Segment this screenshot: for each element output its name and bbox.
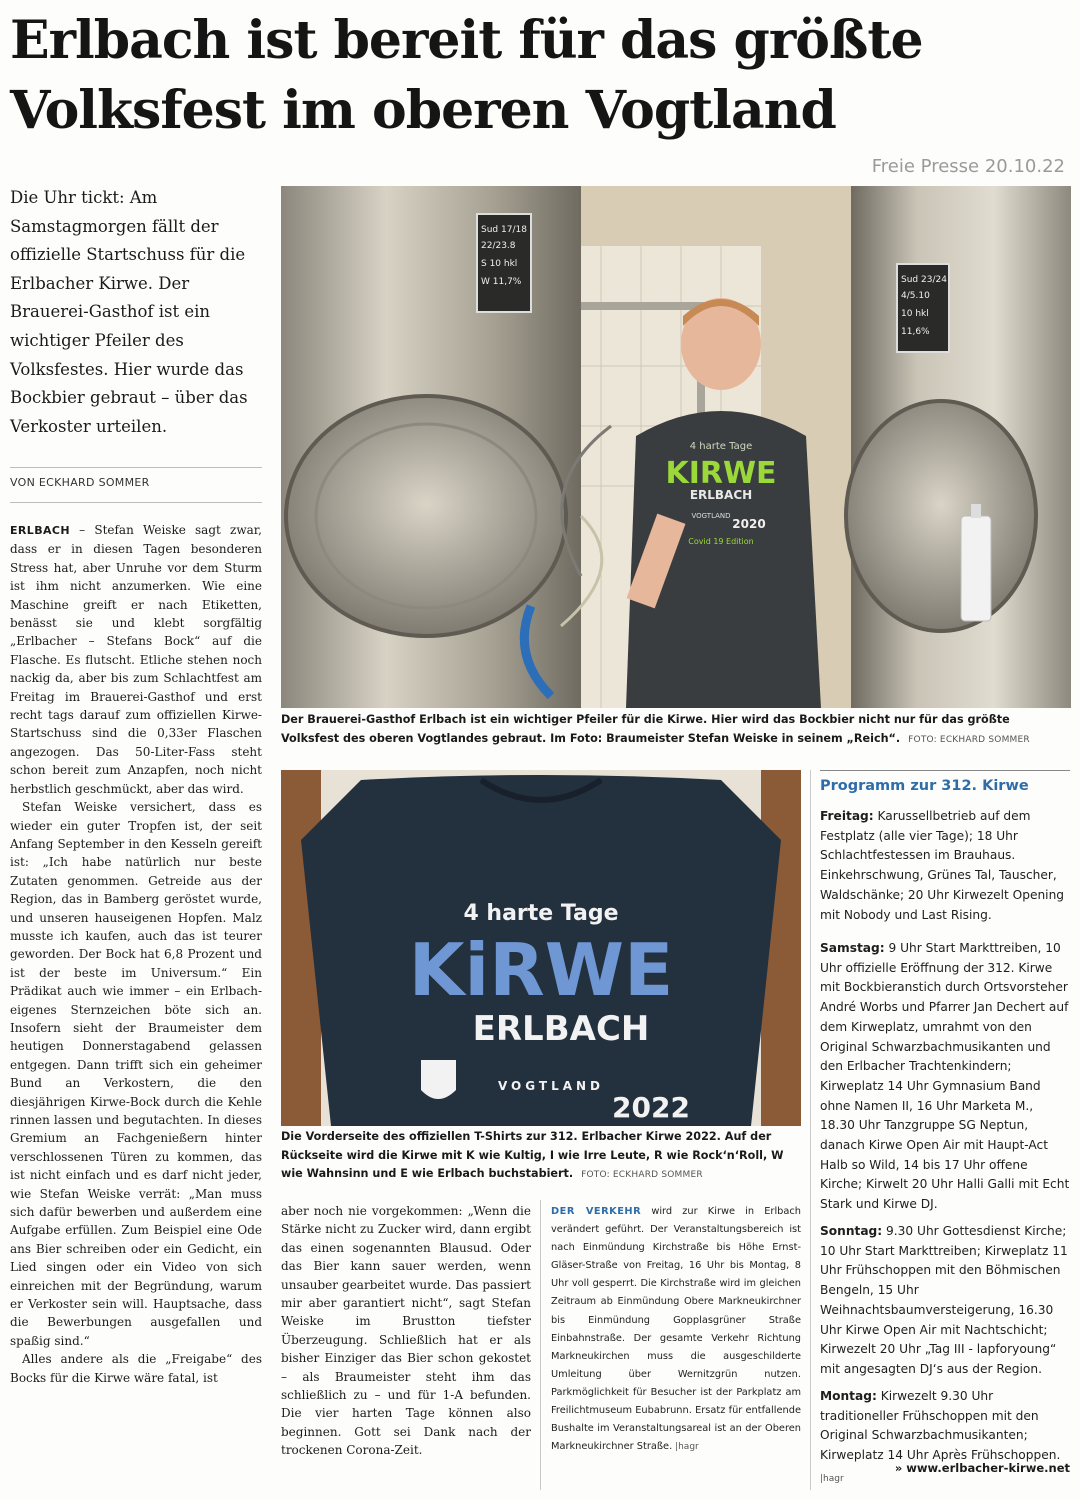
coat-of-arms-icon [421,1060,456,1099]
program-day [820,939,1070,1215]
tank-label-line: Sud 17/18 [481,225,527,235]
tshirt-photo [281,770,801,1126]
photo-credit: FOTO: ECKHARD SOMMER [908,734,1030,745]
photo-credit: FOTO: ECKHARD SOMMER [581,1170,703,1180]
program-day-name: Samstag: [820,941,885,955]
tank-label-line: Sud 23/24 [901,275,947,285]
program-day-text: Karussellbetrieb auf dem Festplatz (alle vier Tage); 18 Uhr Schlachtfestessen im Brauhaus. Einkehrschwung, Grünes Tal, Tauscher, Waldschänke; 20 Uhr Kirwezelt Opening mit Nobody und Last Rising. [820,809,1065,922]
article-column-2 [281,1202,531,1460]
dateline: ERLBACH [10,524,70,537]
source-stamp: Freie Presse 20.10.22 [871,156,1065,177]
byline: VON ECKHARD SOMMER [10,476,150,489]
caption-text: Der Brauerei-Gasthof Erlbach ist ein wichtiger Pfeiler für die Kirwe. Hier wird das Bockbier nicht nur für das größte Volksfest des oberen Vogtlandes gebraut. Im Foto: Braumeister Stefan Weiske in seinem „Reich“. [281,713,1010,745]
paragraph [10,521,262,798]
divider [820,770,1070,771]
program-day-name: Sonntag: [820,1224,883,1238]
program-day-name: Montag: [820,1389,877,1403]
program-day-text: 9 Uhr Start Markttreiben, 10 Uhr offizielle Eröffnung der 312. Kirwe mit Bockbieranstich durch Ortsvorsteher André Worbs und Pfarrer Jan Dechert auf dem Kirweplatz, umrahmt von den Original Schwarzbachmusikanten und den Erlbacher Trachtenkindern; Kirweplatz 14 Uhr Gymnasium Band ohne Namen II, 16 Uhr Marketa M., 18.30 Uhr Tanzgruppe SG Neptun, danach Kirwe Open Air mit Haupt-Act Halb so Wild, 14 bis 17 Uhr offene Kirche; Kirwelt 20 Uhr Halli Galli mit Echt Stark und Kirwe DJ. [820,941,1070,1212]
shirt-year-text: 2020 [732,517,766,531]
shirt-region-text: VOGTLAND [497,1079,605,1093]
traffic-heading: DER VERKEHR [551,1206,642,1217]
shirt-town-text: ERLBACH [472,1009,650,1049]
tank-label-line: 10 hkl [901,309,929,319]
shirt-edition-text: Covid 19 Edition [688,537,754,546]
column-divider [810,770,811,1490]
tank-label-line: W 11,7% [481,277,522,287]
brewery-photo [281,186,1071,708]
tank-label-line: 4/5.10 [901,291,930,301]
program-day [820,807,1070,925]
paragraph-text: – Stefan Weiske sagt zwar, dass er in diesen Tagen besonderen Stress hat, aber Unruhe vor dem Sturm ist ihm nicht anzumerken. Wie eine Maschine greift er nach Etiketten, benässt sie und klebt sorgfältig „Erlbacher – Stefans Bock“ auf die Flasche. Es flutscht. Etliche stehen noch nackig da, aber bis zum Schlachtfest am Freitag im Brauerei-Gasthof und erst recht tags darauf zum offiziellen Kirwe-Startschuss sind die 0,33er Flaschen angezogen. Das 50-Liter-Fass steht schon bereit zum Anzapfen, noch nicht herbstlich geschmückt, aber das wird. [10,523,262,796]
website-link[interactable]: » www.erlbacher-kirwe.net [894,1461,1070,1475]
shirt-town-text: ERLBACH [689,488,753,502]
shirt-logo-text: KiRWE [408,928,674,1012]
divider [10,502,262,503]
paragraph: Stefan Weiske versichert, dass es wieder ein guter Tropfen ist, der seit Anfang September in den Kesseln gereift ist: „Ich habe natürlich nur beste Zutaten genommen. Getreide aus der Region, das in Bamberg geröstet wurde, und unseren hauseigenen Hopfen. Malz musste ich kaufen, auch das ist teurer geworden. Der Bock hat 6,8 Prozent und ist der beste im Universum.“ Ein Prädikat auch wie immer – ein Erlbach-eigenes Sternzeichen böte sich an. Insofern sieht der Braumeister dem heutigen Donnerstagabend gelassen entgegen. Dann trifft sich ein geheimer Bund an Verkostern, die den diesjährigen Kirwe-Bock durch die Kehle rinnen lassen und begutachten. In dieses Gremium an Fachgenießern hinter verschlossenen Türen zu kommen, das ist nicht einfach und es darf nicht jeder, wie Stefan Weiske verrät: „Man muss sich dafür bewerben und außerdem eine Aufgabe erfüllen. Zum Beispiel eine Ode ans Bier schreiben oder ein Gedicht, ein Lied singen oder ein Video von sich einreichen mit der Begründung, warum er Verkoster sein will. Hauptsache, dass die Bewerbungen ausgefallen und spaßig sind.“ [10,800,262,1348]
paragraph: Alles andere als die „Freigabe“ des Bocks für die Kirwe wäre fatal, ist [10,1352,262,1385]
shirt-year-text: 2022 [612,1091,690,1124]
photo1-caption [281,711,1071,749]
program-title: Programm zur 312. Kirwe [820,778,1029,794]
paragraph: aber noch nie vorgekommen: „Wenn die Stärke nicht zu Zucker wird, dann ergibt das einen sogenannten Blausud. Oder das Bier kann sauer werden, wenn unsauber gearbeitet wurde. Das passiert mir aber garantiert nicht“, sagt Stefan Weiske im Brustton tiefster Überzeugung. Schließlich hat er als bisher Einziger das Bier schon gekostet – als Braumeister steht ihm das schließlich zu – und für 1-A befunden. Die vier harten Tage können also beginnen. Gott sei Dank nach der trockenen Corona-Zeit. [281,1204,531,1458]
tank-label-line: 11,6% [901,327,930,337]
program-day-name: Freitag: [820,809,874,823]
caption-text: Die Vorderseite des offiziellen T-Shirts zur 312. Erlbacher Kirwe 2022. Auf der Rückseite wird die Kirwe mit K wie Kultig, I wie Irre Leute, R wie Rock‘n‘Roll, W wie Wahnsinn und E wie Erlbach buchstabiert. [281,1130,784,1180]
traffic-info [551,1203,801,1456]
column-divider [540,1200,541,1490]
author-tag: |hagr [820,1473,844,1484]
program-day-text: Kirwezelt 9.30 Uhr traditioneller Frühschoppen mit den Original Schwarzbachmusikanten; Kirweplatz 14 Uhr Après Frühschoppen. [820,1389,1061,1463]
traffic-text: wird zur Kirwe in Erlbach verändert geführt. Der Veranstaltungsbereich ist nach Einmündung Kirchstraße bis Höhe Ernst-Gläser-Straße von Freitag, 16 Uhr bis Montag, 8 Uhr voll gesperrt. Die Kirchstraße wird im gleichen Zeitraum ab Einmündung Obere Markneukirchner bis Einmündung Gopplasgrüner Straße Einbahnstraße. Der gesamte Verkehr Richtung Markneukirchen muss die ausgeschilderte Umleitung über Wernitzgrün nutzen. Parkmöglichkeit für Besucher ist der Parkplatz am Freilichtmuseum Eubabrunn. Ersatz für entfallende Bushalte im Veranstaltungsareal ist an der Oberen Markneukirchner Straße. [551,1206,802,1453]
shirt-tagline: 4 harte Tage [463,901,619,926]
divider [10,467,262,468]
photo2-caption [281,1128,801,1185]
program-day [820,1222,1070,1380]
program-day-text: 9.30 Uhr Gottesdienst Kirche; 10 Uhr Start Markttreiben; Kirweplatz 11 Uhr Frühschoppen mit den Böhmischen Bengeln, 15 Uhr Weihnachtsbaumversteigerung, 16.30 Uhr Kirwe Open Air mit Nachtschicht; Kirwezelt 20 Uhr „Tag III - lapforyoung“ mit angesagten DJ‘s aus der Region. [820,1224,1068,1376]
tank-label-line: 22/23.8 [481,241,516,251]
article-column-1 [10,521,262,1387]
shirt-region-text: VOGTLAND [691,512,731,520]
tank-label-line: S 10 hkl [481,259,518,269]
author-tag: |hagr [672,1442,699,1453]
shirt-tagline: 4 harte Tage [689,441,753,452]
lead-paragraph: Die Uhr tickt: Am Samstagmorgen fällt der offizielle Startschuss für die Erlbacher Kirwe. Der Brauerei-Gasthof ist ein wichtiger Pfeiler des Volksfestes. Hier wurde das Bockbier gebraut – über das Verkoster urteilen. [10,188,248,436]
headline: Erlbach ist bereit für das größte Volksfest im oberen Vogtland [10,10,923,141]
shirt-logo-text: KIRWE [665,456,777,491]
